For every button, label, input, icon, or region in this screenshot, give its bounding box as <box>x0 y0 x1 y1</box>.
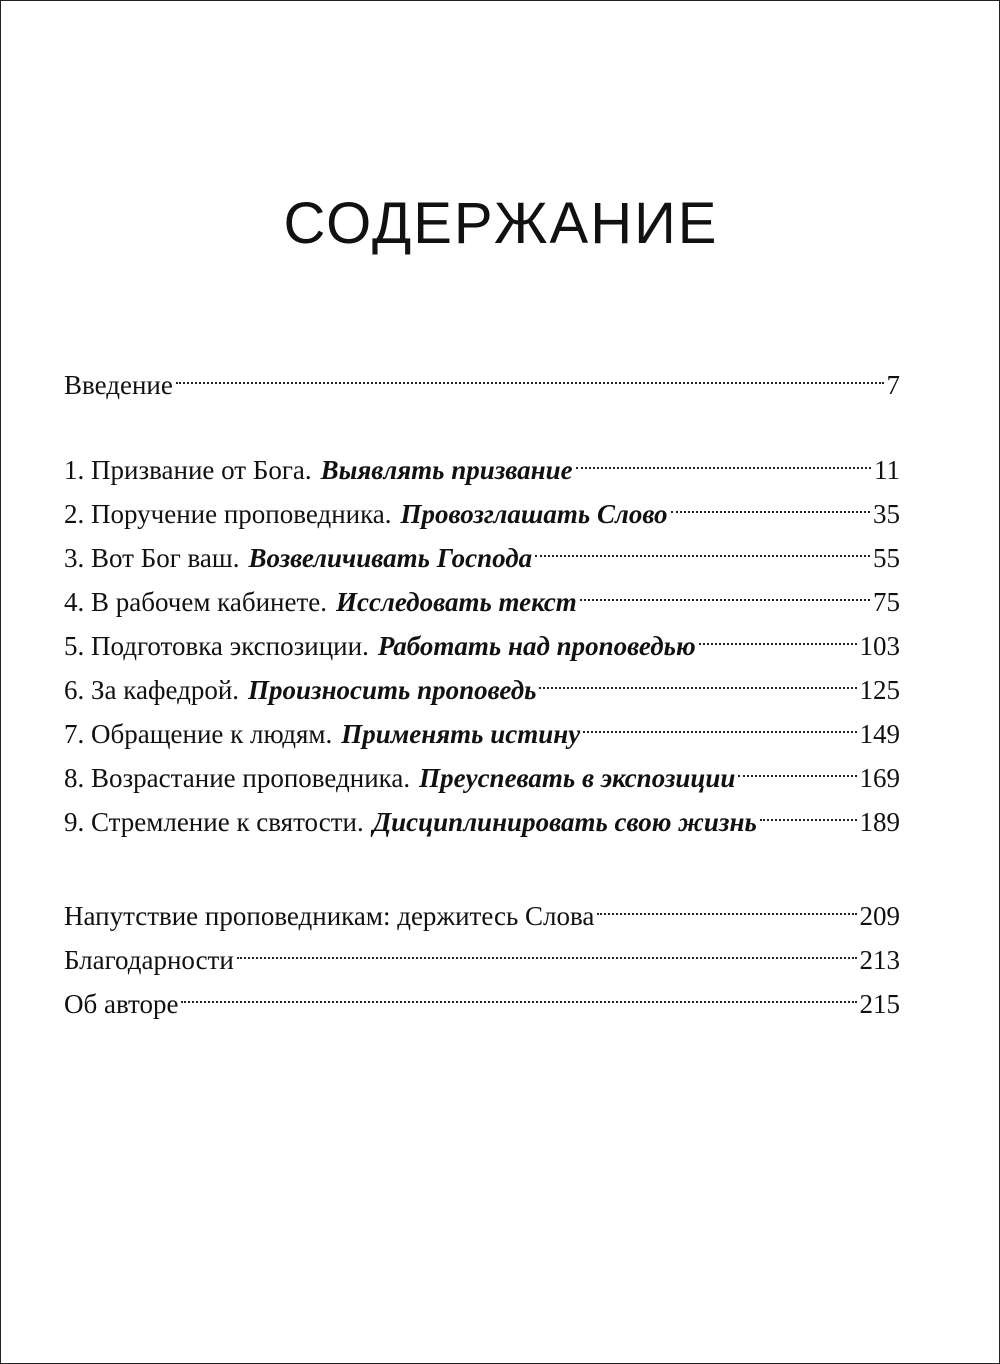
toc-entry-title: 1. Призвание от Бога. <box>64 455 312 485</box>
toc-page-number: 209 <box>859 901 900 931</box>
dot-leader <box>576 435 871 479</box>
toc-page-number: 35 <box>873 499 900 529</box>
toc-entry-title: Напутствие проповедникам: держитесь Слова <box>64 901 595 931</box>
toc-entry-about-author <box>64 969 900 1019</box>
toc-entry-subtitle: Выявлять призвание <box>320 455 573 485</box>
toc-page-number: 189 <box>859 807 900 837</box>
page-title: СОДЕРЖАНИЕ <box>283 191 719 256</box>
toc-page-number: 11 <box>874 455 900 485</box>
toc-intro-group <box>64 350 900 400</box>
toc-entry-chapter-1 <box>64 435 900 485</box>
toc-entry-title: Введение <box>64 370 173 400</box>
dot-leader <box>699 611 857 655</box>
toc-page-number: 169 <box>859 763 900 793</box>
toc-entry-title: Благодарности <box>64 945 234 975</box>
toc-entry-subtitle: Возвеличивать Господа <box>248 543 533 573</box>
toc-entry-subtitle: Провозглашать Слово <box>400 499 668 529</box>
toc-entry-title: 4. В рабочем кабинете. <box>64 587 328 617</box>
dot-leader <box>539 655 856 699</box>
toc-back-matter-group <box>64 881 900 1019</box>
dot-leader <box>738 743 856 787</box>
toc-entry-title: Об авторе <box>64 989 179 1019</box>
toc-entry-subtitle: Работать над проповедью <box>377 631 696 661</box>
toc-page-number: 125 <box>859 675 900 705</box>
dot-leader <box>181 969 856 1013</box>
toc-entry-subtitle: Дисциплинировать свою жизнь <box>372 807 757 837</box>
toc-entry-subtitle: Применять истину <box>341 719 581 749</box>
dot-leader <box>760 787 857 831</box>
toc-entry-title: 5. Подготовка экспозиции. <box>64 631 369 661</box>
dot-leader <box>597 881 856 925</box>
dot-leader <box>535 523 870 567</box>
toc-entry-title: 9. Стремление к святости. <box>64 807 364 837</box>
toc-entry-title: 3. Вот Бог ваш. <box>64 543 240 573</box>
toc-page-number: 7 <box>886 370 900 400</box>
toc-page-number: 103 <box>859 631 900 661</box>
dot-leader <box>671 479 870 523</box>
toc-entry-title: 2. Поручение проповедника. <box>64 499 392 529</box>
toc-chapters-group <box>64 435 900 837</box>
dot-leader <box>237 925 857 969</box>
toc-page-number: 215 <box>859 989 900 1019</box>
toc-entry-intro <box>64 350 900 400</box>
toc-entry-afterword <box>64 881 900 931</box>
toc-entry-subtitle: Произносить проповедь <box>248 675 537 705</box>
toc-page-number: 149 <box>859 719 900 749</box>
toc-entry-title: 6. За кафедрой. <box>64 675 240 705</box>
toc-entry-title: 8. Возрастание проповедника. <box>64 763 411 793</box>
toc-entry-subtitle: Преуспевать в экспозиции <box>419 763 736 793</box>
dot-leader <box>583 699 856 743</box>
toc-page-number: 213 <box>859 945 900 975</box>
toc-entry-subtitle: Исследовать текст <box>336 587 577 617</box>
toc-page-number: 75 <box>873 587 900 617</box>
toc-page-number: 55 <box>873 543 900 573</box>
dot-leader <box>176 350 884 394</box>
toc-entry-title: 7. Обращение к людям. <box>64 719 333 749</box>
dot-leader <box>580 567 870 611</box>
